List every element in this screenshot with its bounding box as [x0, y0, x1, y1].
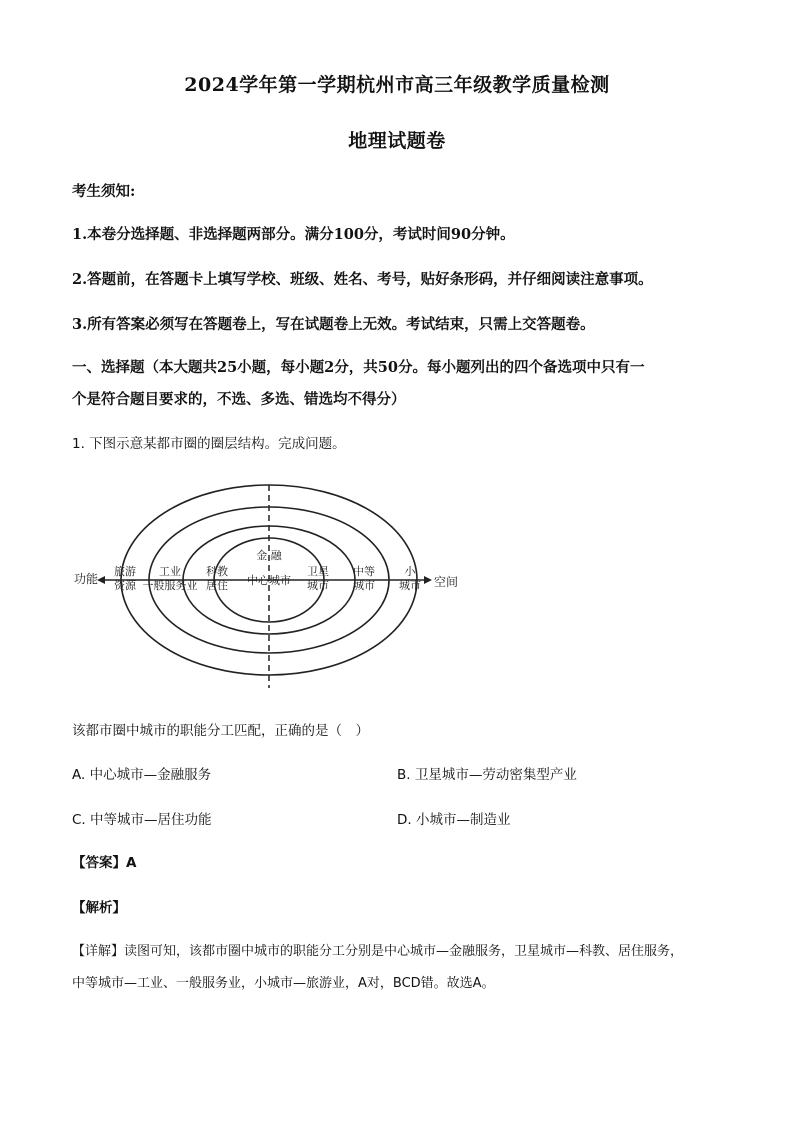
city-small-line2: 城市: [399, 579, 421, 592]
city-satellite-line1: 卫星: [307, 565, 329, 578]
notice-item-1: 1.本卷分选择题、非选择题两部分。满分100分，考试时间90分钟。: [72, 226, 515, 243]
question-stem: 该都市圈中城市的职能分工匹配，正确的是（ ）: [72, 723, 369, 739]
function-tourism-line2: 资源: [114, 579, 136, 592]
notice-item-3: 3.所有答案必须写在答题卷上，写在试题卷上无效。考试结束，只需上交答题卷。: [72, 316, 595, 333]
question-intro: 1. 下图示意某都市圈的圈层结构。完成问题。: [72, 436, 346, 452]
notice-item-2: 2.答题前，在答题卡上填写学校、班级、姓名、考号，贴好条形码，并仔细阅读注意事项。: [72, 271, 653, 288]
city-satellite-line2: 城市: [307, 579, 329, 592]
page-title: 2024学年第一学期杭州市高三年级教学质量检测: [184, 74, 610, 96]
arrow-left-icon: [97, 576, 105, 584]
option-d: D. 小城市—制造业: [397, 812, 511, 828]
city-small-line1: 小: [404, 565, 416, 578]
section-heading-line1: 一、选择题（本大题共25小题，每小题2分，共50分。每小题列出的四个备选项中只有一: [72, 359, 645, 376]
axis-right-label: 空间: [434, 575, 459, 589]
city-medium-line2: 城市: [353, 579, 375, 592]
center-city-label: 中心城市: [247, 574, 291, 587]
function-industry-line1: 工业: [159, 565, 181, 578]
city-medium-line1: 中等: [353, 565, 375, 578]
function-industry-line2: 一般服务业: [142, 579, 198, 592]
detail-line-2: 中等城市—工业、一般服务业，小城市—旅游业，A对，BCD错。故选A。: [72, 976, 495, 991]
option-c: C. 中等城市—居住功能: [72, 812, 212, 828]
finance-label: 金 融: [256, 549, 282, 562]
page-subtitle: 地理试题卷: [348, 130, 446, 152]
function-tourism-line1: 旅游: [114, 565, 136, 578]
section-heading-line2: 个是符合题目要求的，不选、多选、错选均不得分）: [72, 391, 406, 408]
option-b: B. 卫星城市—劳动密集型产业: [397, 767, 577, 783]
function-education-line1: 科教: [206, 565, 228, 578]
answer-label: 【答案】A: [72, 855, 137, 871]
analysis-label: 【解析】: [72, 900, 126, 916]
metropolitan-ring-diagram: [72, 480, 472, 695]
detail-line-1: 【详解】读图可知，该都市圈中城市的职能分工分别是中心城市—金融服务，卫星城市—科教、居住服务，: [72, 944, 684, 959]
axis-left-label: 功能: [74, 572, 99, 586]
option-a: A. 中心城市—金融服务: [72, 767, 212, 783]
notice-heading: 考生须知:: [72, 183, 136, 200]
arrow-right-icon: [424, 576, 432, 584]
function-education-line2: 居住: [206, 579, 228, 592]
